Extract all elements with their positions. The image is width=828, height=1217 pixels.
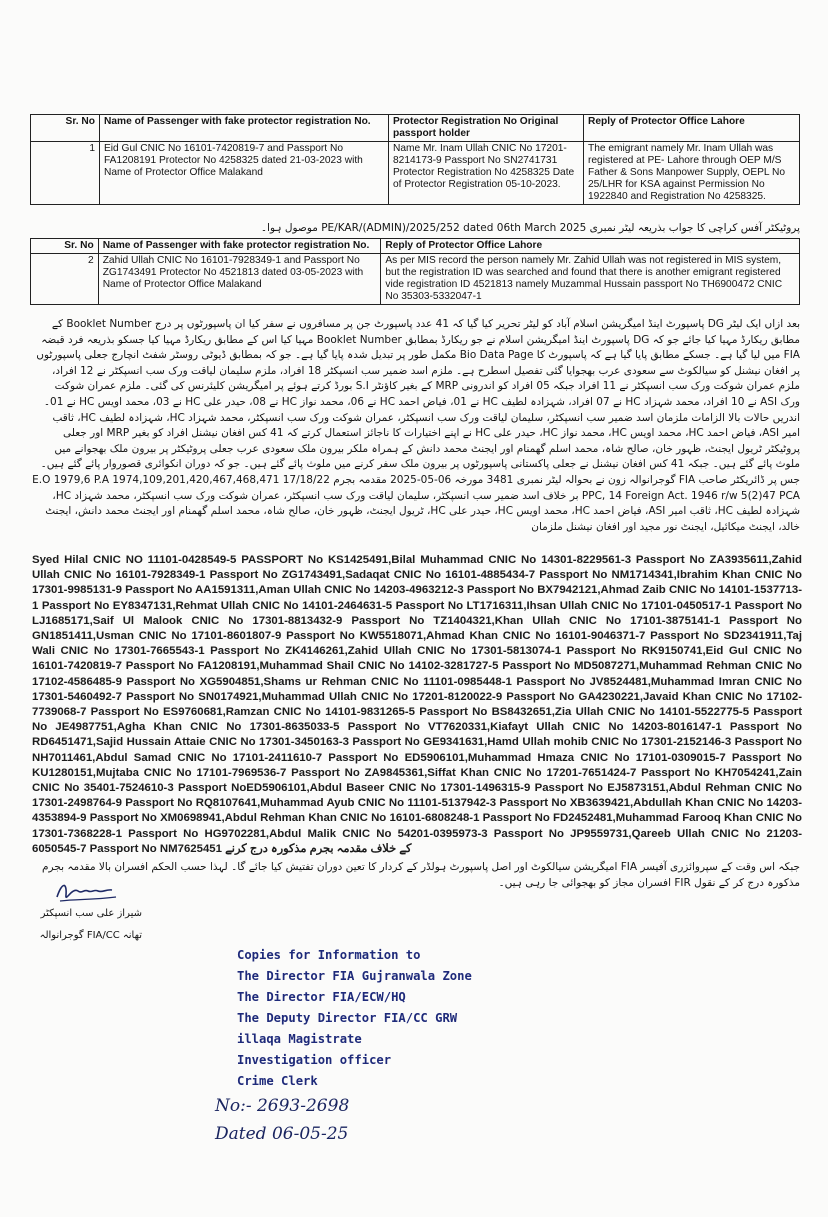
cell-reply: The emigrant namely Mr. Inam Ullah was registered at PE- Lahore through OEP M/S Father & Sons Manpower Supply, OEPL No 25/LHR for KSA against Permission No 1922840 and Registration No 4258325.: [584, 142, 800, 205]
col-header-reply: Reply of Protector Office Lahore: [584, 115, 800, 142]
col-header-sr: Sr. No: [31, 239, 99, 254]
table-header-row: [31, 115, 800, 142]
cell-sr: 1: [31, 142, 100, 205]
copy-recipient: Investigation officer: [237, 1053, 392, 1067]
protector-table-karachi: [30, 238, 800, 305]
copy-recipient: The Director FIA Gujranwala Zone: [237, 969, 472, 983]
copy-recipient: illaqa Magistrate: [237, 1032, 362, 1046]
dispatch-number: No:- 2693-2698: [215, 1096, 350, 1116]
signature-office: تھانہ FIA/CC گوجرانوالہ: [39, 930, 142, 941]
accused-names-list: Syed Hilal CNIC NO 11101-0428549-5 PASSPORT No KS1425491,Bilal Muhammad CNIC No 14301-8229561-3 Passport No ZA3935611,Zahid Ullah CNIC No 16101-7928349-1 Passport No ZG1743491,Sadaqat CNIC No 16101-4885434-7 Passport No NM1714341,Ibrahim Khan CNIC No 17301-9985131-9 Passport No AA1591311,Aman Ullah CNIC No 14203-4963212-3 Passport No BX7942121,Ahmad Zaib CNIC No 14101-1537713-1 Passport No EY8347131,Rehmat Ullah CNIC No 14101-2464631-5 Passport No LT1716311,Ihsan Ullah CNIC No 17101-0450517-1 Passport No LJ1685171,Saif Ul Malook CNIC No 17301-8813432-9 Passport No TZ1404321,Khan Ullah CNIC No 17101-3875141-1 Passport No GN1851411,Usman CNIC No 17101-8601807-9 Passport No KW5518071,Ahmad Khan CNIC No 16101-9046371-7 Passport No SD2341911,Taj Wali CNIC No 17301-7665543-1 Passport No ZK4146261,Zahid Ullah CNIC No 17301-5813074-1 Passport No RK9150741,Eid Gul CNIC No 16101-7420819-7 Passport No FA1208191,Muhammad Shail CNIC No 14102-3281727-5 Passport No MD5087271,Muhammad Rehman CNIC No 17102-4586485-9 Passport No XG5904851,Shams ur Rehman CNIC No 11101-0985448-1 Passport No JV8524481,Muhammad Imran CNIC No 17301-5460492-7 Passport No SN0174921,Muhammad Ullah CNIC No 17201-8120022-9 Passport No GA4230221,Javaid Khan CNIC No 17102-7739068-7 Passport No ES9760681,Ramzan CNIC No 14101-9831265-5 Passport No BS8432651,Zia Ullah CNIC No 14101-5522775-5 Passport No JE4987751,Agha Khan CNIC No 17301-8635033-5 Passport No VT7620331,Kiafayt Ullah CNIC No 14203-8016147-1 Passport No RD6451471,Sajid Hussain Attaie CNIC No 17301-3450163-3 Passport No GE9341631,Hamd Ullah mohib CNIC No 17301-2152146-3 Passport No NH7011461,Abdul Samad CNIC No 17101-2411610-7 Passport No ED5906101,Muhammad Hmaza CNIC No 17101-0309015-7 Passport No KU1280151,Mujtaba CNIC No 17101-7969536-7 Passport No ZA9845361,Siffat Khan CNIC No 17201-7651424-7 Passport No KH7054241,Zain CNIC No 35401-7524610-3 Passport NoED5906101,Abdul Baseer CNIC No 17301-1496315-9 Passport No EJ5873151,Abdul Rehman CNIC No 17301-2498764-9 Passport No RQ8107641,Muhammad Ayub CNIC No 11101-5137942-3 Passport No XB3639421,Abdullah Khan CNIC No 14203-4353894-9 Passport No XM0698941,Abdul Rehman Khan CNIC No 16101-6808248-1 Passport No FD2452481,Muhammad Farooq Khan CNIC No 17301-7368228-1 Passport No HG9702281,Abdul Malik CNIC No 54201-0395973-3 Passport No JP9559731,Qareeb Ullah CNIC No 21203-6050545-7 Passport No NM7625451 کے خلاف مقدمہ بجرم مذکورہ درج کرنے: [32, 554, 802, 855]
cell-passenger: Zahid Ullah CNIC No 16101-7928349-1 and Passport No ZG1743491 Protector No 4521813 dated 03-05-2023 with Name of Protector Office Malakand: [98, 254, 381, 305]
table-row: [31, 254, 800, 305]
col-header-passenger: Name of Passenger with fake protector registration No.: [100, 115, 389, 142]
col-header-original: Protector Registration No Original passport holder: [389, 115, 584, 142]
copy-recipient: The Deputy Director FIA/CC GRW: [237, 1011, 458, 1025]
col-header-sr: Sr. No: [31, 115, 100, 142]
copies-heading: Copies for Information to: [237, 948, 421, 962]
cell-sr: 2: [31, 254, 99, 305]
copy-recipient: The Director FIA/ECW/HQ: [237, 990, 406, 1004]
karachi-reply-subheading: پروٹیکٹر آفس کراچی کا جواب بذریعہ لیٹر نمبری PE/KAR/(ADMIN)/2025/252 dated 06th March 2025 موصول ہوا۔: [260, 222, 800, 234]
urdu-body-paragraph: بعد ازاں ایک لیٹر DG پاسپورٹ اینڈ امیگریشن اسلام آباد کو لیٹر تحریر کیا گیا کہ 41 عدد پاسپورٹ جن پر مسافروں نے سفر کیا ان پاسپورٹوں پر درج Booklet Number کے مطابق ریکارڈ مہیا کیا جائے جو کہ DG پاسپورٹ اینڈ امیگریشن اسلام نے جو ریکارڈ بمطابق Booklet Number مہیا کیا اس کے مطابق ریکارڈ مہیا کیا جسکو بذریعہ فرد قبضہ FIA میں لیا گیا ہے۔ جسکے مطابق پایا گیا ہے کہ پاسپورٹ کا Bio Data Page مکمل طور پر تبدیل شدہ پایا گیا ہے۔ جو کہ بمطابق ڈیوٹی روسٹر شفٹ انچارج جعلی پاسپورٹوں پر افغان نیشنل کو سیالکوٹ سے سعودی عرب بھجوایا گئی تفصیل اسطرح ہے۔ ملزم اسد ضمیر سب انسپکٹر 18 افراد، ملزم سلیمان لیاقت ورک سب انسپکٹر نے 12 افراد، ملزم عمران شوکت ورک سب انسپکٹر نے 11 افراد جبکہ 05 افراد کو اندرونی MRP کے بغیر کاؤنٹر S.I بورڈ کرتے ہوئے پر امیگریشن کلیئرنس کی گئی۔ ملزم عمران شوکت ورک ASI نے 10 افراد، محمد شہزاد HC نے 07 افراد، شہزادہ لطیف HC نے 01، فیاض احمد HC نے 06، محمد نواز HC نے 08، حیدر علی HC نے 03، محمد اویس HC نے 01۔ اندریں حالات بالا الزامات ملزمان اسد ضمیر سب انسپکٹر، سلیمان لیاقت ورک سب انسپکٹر، عمران شوکت ورک سب انسپکٹر، محمد شہزاد HC، شہزادہ لطیف HC، ثاقب امیر ASI، فیاض احمد HC، محمد اویس HC، محمد نواز HC، حیدر علی HC نے اپنے اختیارات کا ناجائز استعمال کرتے کہ 41 کس افغان نیشنل افراد کو بغیر MRP اور جعلی پروٹیکٹر ٹریول ایجنٹ، ظہور خان، صالح شاہ، محمد اسلم گھمنام اور ایجنٹ محمد دانش کے ہمراہ ملکر بیرون ملک سعودی عرب جعلی پروٹیکٹر پر بیرون ملک بھجوانے میں ملوث پائے گئے ہیں۔ جبکہ 41 کس افغان نیشنل نے جعلی پاکستانی پاسپورٹوں پر بیرون ملک سفر کرنے میں ملوث پائے گئے ہیں۔ جو کہ دوران انکوائری قصوروار پائے گئے ہیں۔ جس پر ڈائریکٹر صاحب FIA گوجرانوالہ زون نے بحوالہ لیٹر نمبری 3481 مورخہ 06-05-2025 مقدمہ بجرم 17/18/22 E.O 1979,6 P.A 1974,109,201,420,467,468,471 PPC, 14 Foreign Act. 1946 r/w 5(2)47 PCA بر خلاف اسد ضمیر سب انسپکٹر، سلیمان لیاقت ورک سب انسپکٹر، عمران شوکت ورک سب انسپکٹر، محمد شہزاد HC، شہزادہ لطیف HC، ثاقب امیر ASI، فیاض احمد HC، محمد اویس HC، حیدر علی HC، ٹریول ایجنٹ، ظہور خان، صالح شاہ، محمد اسلم گھمنام اور ایجنٹ محمد دانش، ایجنٹ خالد، ایجنٹ میکائیل، ایجنٹ نور مجید اور افغان نیشنل ملزمان: [32, 318, 800, 533]
copy-recipient: Crime Clerk: [237, 1074, 318, 1088]
signature-block: [32, 877, 142, 943]
table-header-row: [31, 239, 800, 254]
dispatch-date: Dated 06-05-25: [215, 1124, 349, 1144]
signature-scribble-icon: [52, 877, 122, 907]
copies-to-list: [237, 945, 537, 1092]
cell-passenger: Eid Gul CNIC No 16101-7420819-7 and Passport No FA1208191 Protector No 4258325 dated 21-03-2023 with Name of Protector Office Malakand: [100, 142, 389, 205]
urdu-closing-line: جبکہ اس وقت کے سپروائزری آفیسر FIA امیگریشن سیالکوٹ اور اصل پاسپورٹ ہولڈر کے کردار کا تعین دوران تفتیش کیا جائے گا۔ لہذا حسب الحکم افسران بالا مقدمہ بجرم مذکورہ درج کر کے نقول FIR افسران مجاز کو بھجوائی جا رہی ہیں۔: [42, 861, 800, 889]
dispatch-reference: [215, 1092, 349, 1148]
signature-name: شیراز علی سب انسپکٹر: [40, 908, 142, 919]
protector-table-lahore: [30, 114, 800, 205]
cell-reply: As per MIS record the person namely Mr. Zahid Ullah was not registered in MIS system, but the registration ID was searched and found that there is another emigrant registered vide registration ID 4521813 namely Muzammal Hussain passport No TH6900472 CNIC No 35303-5332047-1: [381, 254, 800, 305]
cell-original: Name Mr. Inam Ullah CNIC No 17201-8214173-9 Passport No SN2741731 Protector Registration No 4258325 Date of Protector Registration 05-10-2023.: [389, 142, 584, 205]
table-row: [31, 142, 800, 205]
col-header-passenger: Name of Passenger with fake protector registration No.: [98, 239, 381, 254]
col-header-reply: Reply of Protector Office Lahore: [381, 239, 800, 254]
